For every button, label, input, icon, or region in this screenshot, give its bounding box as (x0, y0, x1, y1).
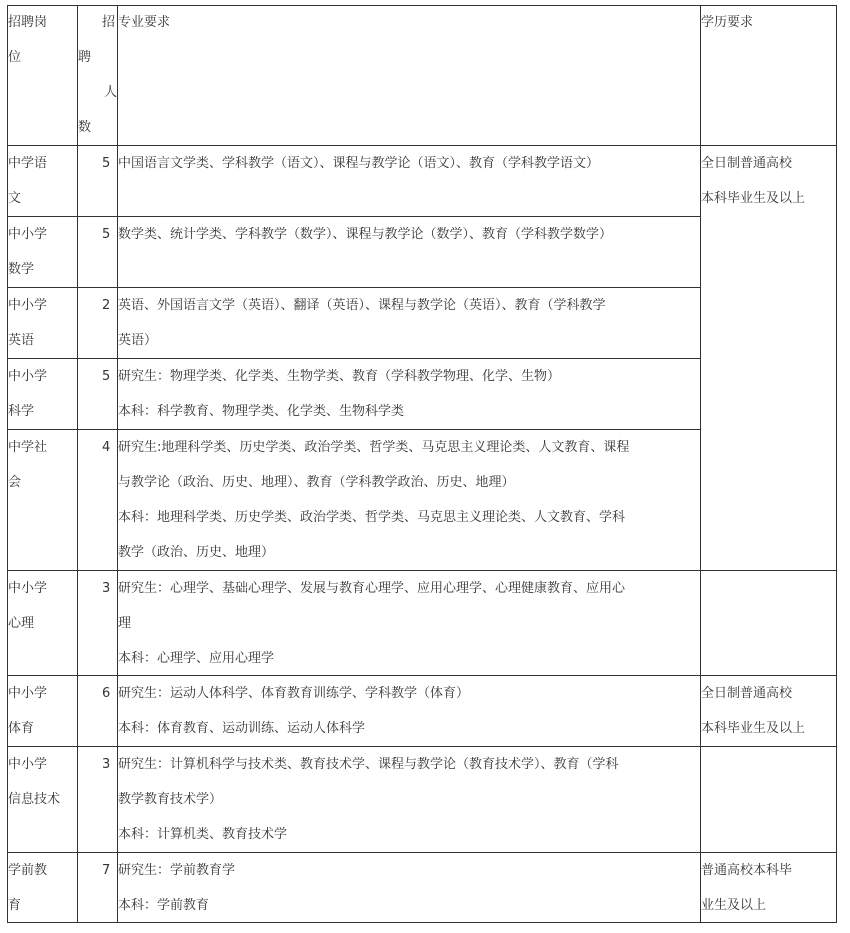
position-cell: 中小学 心理 (8, 581, 48, 631)
header-education: 学历要求 (701, 15, 754, 30)
recruitment-table (7, 5, 837, 923)
position-cell: 中学社 会 (8, 440, 48, 490)
position-cell: 中小学 数学 (8, 227, 48, 277)
major-cell: 数学类、统计学类、学科教学（数学）、课程与教学论（数学）、教育（学科教学数学） (118, 227, 613, 242)
major-cell: 研究生：学前教育学 本科：学前教育 (118, 863, 236, 913)
count-cell: 2 (102, 298, 111, 313)
table-column-divider (700, 5, 701, 923)
header-major: 专业要求 (118, 15, 171, 30)
table-border-right (836, 5, 837, 923)
position-cell: 中小学 英语 (8, 298, 48, 348)
count-cell: 6 (102, 686, 111, 701)
education-cell: 全日制普通高校 本科毕业生及以上 (701, 156, 806, 206)
header-position: 招聘岗 位 (8, 15, 48, 65)
position-cell: 中小学 科学 (8, 369, 48, 419)
position-cell: 中学语 文 (8, 156, 48, 206)
header-count: 招 聘 人 数 (78, 15, 118, 135)
education-cell: 全日制普通高校 本科毕业生及以上 (701, 686, 806, 736)
position-cell: 中小学 信息技术 (8, 757, 61, 807)
count-cell: 4 (102, 440, 111, 455)
count-cell: 3 (102, 757, 111, 772)
major-cell: 中国语言文学类、学科教学（语文）、课程与教学论（语文）、教育（学科教学语文） (118, 156, 600, 171)
position-cell: 学前教 育 (8, 863, 48, 913)
major-cell: 研究生：物理学类、化学类、生物学类、教育（学科教学物理、化学、生物） 本科：科学教育、物理学类、化学类、生物科学类 (118, 369, 561, 419)
count-cell: 7 (102, 863, 111, 878)
major-cell: 研究生:地理科学类、历史学类、政治学类、哲学类、马克思主义理论类、人文教育、课程 与教学论（政治、历史、地理）、教育（学科教学政治、历史、地理） 本科：地理科学类、历史学类、政治学类、哲学类、马克思主义理论类、人文教育、学科 教学（政治、历史、地理） (118, 440, 630, 560)
position-cell: 中小学 体育 (8, 686, 48, 736)
major-cell: 英语、外国语言文学（英语）、翻译（英语）、课程与教学论（英语）、教育（学科教学 英语） (118, 298, 606, 348)
count-cell: 5 (102, 227, 111, 242)
major-cell: 研究生：计算机科学与技术类、教育技术学、课程与教学论（教育技术学）、教育（学科 教学教育技术学） 本科：计算机类、教育技术学 (118, 757, 619, 842)
education-cell: 普通高校本科毕 业生及以上 (701, 863, 793, 913)
major-cell: 研究生：运动人体科学、体育教育训练学、学科教学（体育） 本科：体育教育、运动训练、运动人体科学 (118, 686, 470, 736)
count-cell: 5 (102, 156, 111, 171)
count-cell: 5 (102, 369, 111, 384)
count-cell: 3 (102, 581, 111, 596)
major-cell: 研究生：心理学、基础心理学、发展与教育心理学、应用心理学、心理健康教育、应用心 理 本科：心理学、应用心理学 (118, 581, 626, 666)
